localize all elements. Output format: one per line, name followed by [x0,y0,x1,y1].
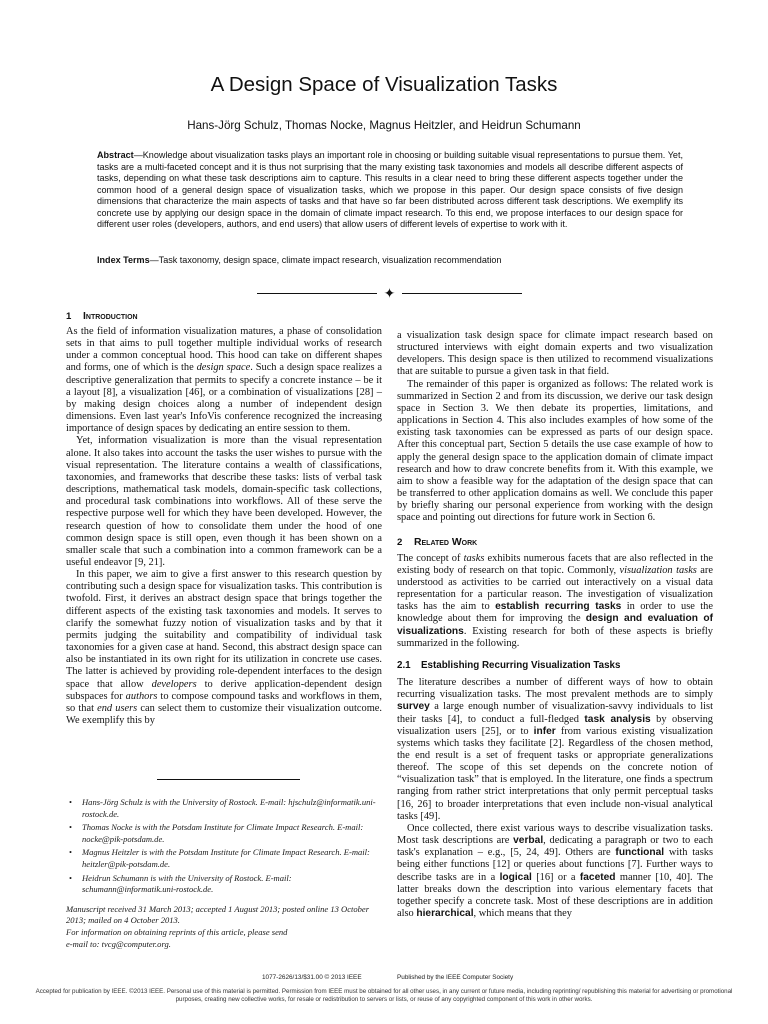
section-number: 2.1 [397,659,411,671]
text-run: , dedicating a paragraph or two to each task's explanation – e.g., [5, 24, 49]. Others are [397,835,714,859]
reprints-email: e-mail to: tvcg@computer.org. [66,938,171,949]
emphasis: tasks [463,552,485,564]
index-terms-label: Index Terms [97,255,150,265]
reprints-info: For information on obtaining reprints of this article, please send [66,926,288,937]
issn-text: 1077-2626/13/$31.00 © 2013 IEEE [262,974,362,981]
section-number: 2 [397,536,403,548]
text-run: a large enough number of visualization-savvy individuals to list their tasks [4], to conduct a full-fledged [397,701,713,725]
text-run: are understood as activities to be carried out interactively on a visual data representation for a particular reason. The investigation of visualization tasks has the aim to [397,564,713,613]
keyword: infer [533,725,556,737]
paragraph [397,677,713,823]
manuscript-info: Manuscript received 31 March 2013; accepted 1 August 2013; posted online 13 October 2013; mailed on 4 October 2013. [66,903,370,926]
section-title: Establishing Recurring Visualization Tasks [421,659,621,671]
text-run: The concept of [397,552,464,564]
copyright-notice: Accepted for publication by IEEE. ©2013 IEEE. Personal use of this material is permitted. Permission from IEEE must be obtained for all other uses, in any current or future media, including reprinting/ republishing this material for advertising or promotional purposes, creating new collective works, for resale or redistribution to servers or lists, or reuse of any copyrighted component of this work in other works. [35,988,733,1004]
text-run: . Such a design space realizes a descriptive generalization that permits to specify a concrete instance – be it a layout [8], a visualization [46], or a combination of visualizations [28] – by making design choices along a number of independent design dimensions. Even last year's InfoVis conference recognized the increasing importance of design spaces by dedicating an entire session to them. [66,362,382,435]
paper-title: A Design Space of Visualization Tasks [210,73,558,96]
footnote-item [66,873,382,896]
emphasis: end users [97,702,138,714]
section-title: Introduction [83,311,138,322]
author-footnotes [66,797,382,950]
abstract [97,150,683,231]
text-run: In this paper, we aim to give a first answer to this research question by contributing such a design space for visualization tasks. This contribution is twofold. First, it derives an abstract design space that brings together the different aspects of the existing task taxonomies and models. It serves to clarify the somewhat fuzzy notion of visualization tasks and by that it permits judging the suitability and compatibility of individual task taxonomies for a given case at hand. Second, this abstract design space can also be instantiated in its own right for its utilization in concrete use cases. The latter is achieved by providing role-dependent interfaces to the design space that allow [66,569,382,690]
abstract-label: Abstract [97,150,134,160]
author-list: Hans-Jörg Schulz, Thomas Nocke, Magnus Heitzler, and Heidrun Schumann [187,119,581,132]
emphasis: design space [196,362,251,374]
bullet-icon: • [69,847,72,858]
text-run: from various existing visualization systems which tasks they facilitate [2]. Regardless of the chosen method, the end result is a set of frequent tasks or appropriate generalizations thereof. The scope of this set depends on the concrete notion of “visualization task” that is employed. In the literature, one finds a spectrum ranging from rather strict interpretations that only permit perceptual tasks [16, 26] to broader interpretations that even include non-visual analytical tasks [49]. [397,725,713,822]
text-run: The literature describes a number of different ways of how to obtain recurring visualization tasks. The most prevalent methods are to simply [397,677,713,701]
footnote-text: Thomas Nocke is with the Potsdam Institute for Climate Impact Research. E-mail: nocke@pik-potsdam.de. [82,822,364,844]
text-run: to compose compound tasks and workflows in them, so that [66,690,382,714]
emphasis: authors [125,690,158,702]
keyword: survey [397,701,430,713]
keyword: establish recurring tasks [495,601,622,613]
emphasis: developers [151,678,197,690]
emphasis: visualization tasks [619,564,697,576]
paragraph [66,569,382,727]
index-terms [97,255,683,267]
left-column [66,326,382,727]
footnote-item [66,797,382,820]
paragraph [397,823,713,920]
footnote-rule [157,779,300,780]
section-divider [257,288,522,300]
paragraph: Yet, information visualization is more than the visual representation alone. It also takes into account the tasks the user wishes to pursue with the visual representation. The literature contains a wealth of classifications, taxonomies, and frameworks that describe these tasks: lists of verbal task descriptions, mathematical task models, domain-specific task collections, and procedural task combinations into workflows. All of these serve the respective purpose well for which they have been developed. However, the research question of how to consolidate them under the hood of one common design space is still open, even though it has been shown on a smaller scale that such a combination into a common framework can be a useful endeavor [9, 21]. [66,435,382,568]
section-title: Related Work [414,536,478,548]
text-run: As the field of information visualization matures, a phase of consolidation sets in that aims to pull together multiple individual works of research under a common conceptual hood. This hood can take on different shapes and forms, one of which is the [66,326,382,374]
section-number: 1 [66,311,72,322]
text-run: , which means that they [473,908,572,920]
text-run: in order to use the knowledge about them for improving the [397,601,713,625]
text-run: manner [10, 40]. The latter breaks down the description into various elementary facets that together specify a concrete task. Most of these descriptions are in addition also [397,871,713,920]
keyword: logical [499,871,532,883]
bullet-icon: • [69,822,72,833]
footnote-item [66,822,382,845]
footnote-text: Magnus Heitzler is with the Potsdam Institute for Climate Impact Research. E-mail: heitzler@pik-potsdam.de. [82,847,370,869]
section-heading-introduction [66,311,138,322]
keyword: task analysis [584,713,651,725]
publisher-text: Published by the IEEE Computer Society [397,974,514,981]
keyword: faceted [579,871,616,883]
abstract-text: —Knowledge about visualization tasks plays an important role in choosing or building suitable visual representations to pursue them. Yet, tasks are a multi-faceted concept and it is thus not surprising that the many existing task taxonomies and models all describe different aspects of tasks, depending on what these task descriptions aim to capture. This results in a clear need to bring these different aspects together under the common hood of a general design space of visualization tasks, which we propose in this paper. Our design space consists of five design dimensions that characterize the main aspects of tasks and that have so far been distributed across different task descriptions. We exemplify its concrete use by applying our design space in the domain of climate impact research. To this end, we propose interfaces to our design space for different user roles (developers, authors, and end users) that allow users of different levels of expertise to work with it. [97,150,683,229]
index-terms-text: —Task taxonomy, design space, climate impact research, visualization recommendation [149,255,502,265]
keyword: verbal [513,835,544,847]
text-run: Once collected, there exist various ways to describe visualization tasks. Most task descriptions are [397,822,713,847]
paragraph [397,553,713,650]
divider-line-left [257,293,377,294]
text-run: . Existing research for both of these aspects is briefly summarized in the following. [397,625,713,649]
paragraph: The remainder of this paper is organized as follows: The related work is summarized in Section 2 and from its discussion, we derive our task design space in Section 3. We then debate its properties, limitations, and applications in Section 4. This also includes examples of how some of the existing task taxonomies can be expressed as parts of our design space. After this conceptual part, Section 5 details the use case example of how to apply the general design space to the application domain of climate impact research and how to draw concrete benefits from it. With this example, we aim to show a feasible way for the adaptation of the design space that can be transferred to other application domains as well. We conclude this paper by briefly sharing our personal experience from working with the design space and pointing out directions for future work in Section 6. [397,378,713,524]
text-run: with tasks being either functions [12] or queries about functions [7]. Further ways to describe tasks are in a [397,847,713,883]
bullet-icon: • [69,872,72,883]
section-heading-related-work [397,537,713,549]
text-run: exhibits numerous facets that are also reflected in the existing body of research on that topic. Commonly, [397,552,713,576]
text-run: can select them to customize their visualization outcome. We exemplify this by [66,702,382,726]
subsection-heading-recurring-tasks [397,660,713,672]
paragraph: a visualization task design space for climate impact research based on structured interviews with eight domain experts and two visualization developers. This design space is then utilized to recommend visualizations that are suitable to pursue a given task in that field. [397,330,713,378]
paragraph [66,326,382,435]
footnote-text: Heidrun Schumann is with the University of Rostock. E-mail: schumann@informatik.uni-rostock.de. [82,872,292,895]
bullet-icon: • [69,797,72,807]
keyword: functional [615,847,665,859]
text-run: [16] or a [531,871,580,883]
keyword: design and evaluation of visualizations [397,613,714,637]
footnote-text: Hans-Jörg Schulz is with the University of Rostock. E-mail: hjschulz@informatik.uni-rostock.de. [82,797,376,819]
divider-line-right [402,293,522,294]
divider-ornament-icon: ✦ [383,286,396,302]
text-run: to derive application-dependent design subspaces for [66,678,382,702]
text-run: by observing visualization users [25], or to [397,713,713,737]
keyword: hierarchical [416,908,474,920]
footnote-item [66,847,382,870]
right-column [397,330,713,920]
